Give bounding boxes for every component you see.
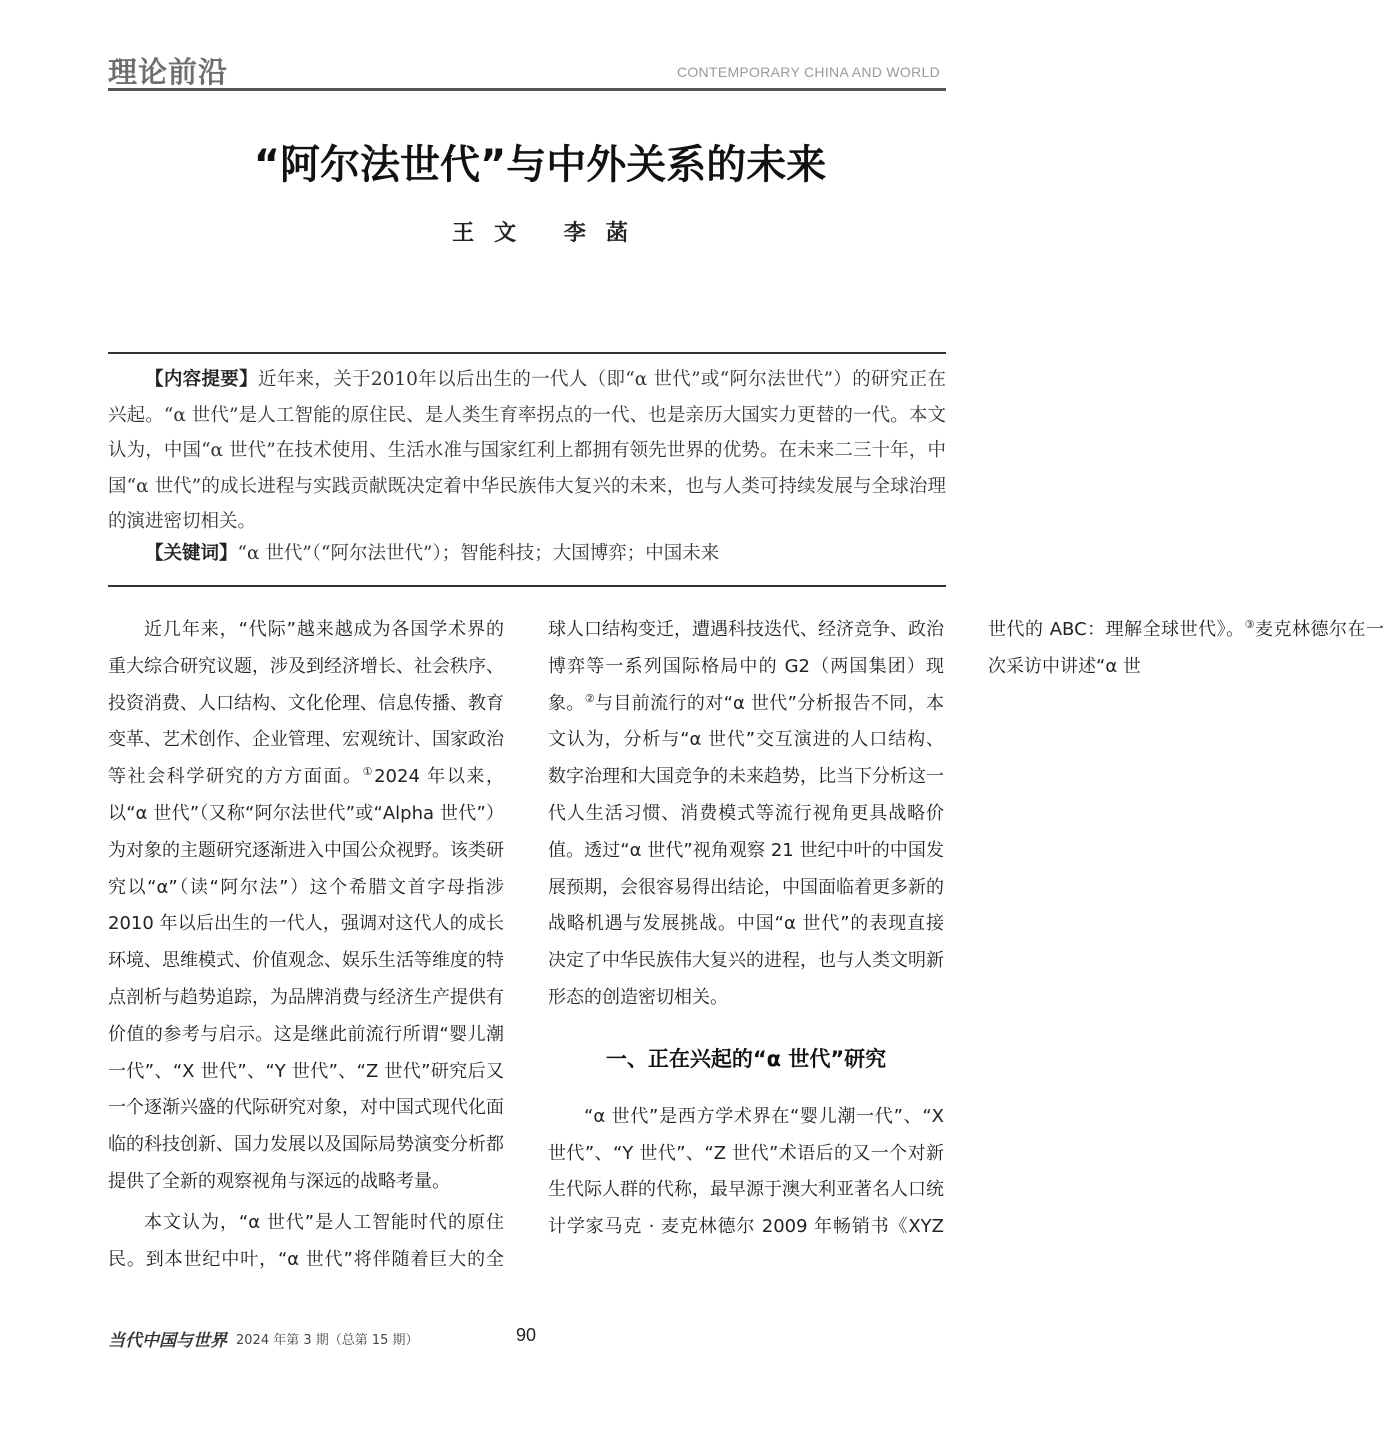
article-authors: 王文 李菡 — [452, 220, 648, 246]
body-text-span: 近几年来，“代际”越来越成为各国学术界的重大综合研究议题，涉及到经济增长、社会秩序、投资消费、人口结构、文化伦理、信息传播、教育变革、艺术创作、企业管理、宏观统计、国家政治等社会科学研究的方方面面。 — [108, 619, 504, 788]
abstract-text: 近年来，关于2010年以后出生的一代人（即“α 世代”或“阿尔法世代”）的研究正在兴起。“α 世代”是人工智能的原住民、是人类生育率拐点的一代、也是亲历大国实力更替的一代。本文认为，中国“α 世代”在技术使用、生活水准与国家红利上都拥有领先世界的优势。在未来二三十年，中国“α 世代”的成长进程与实践贡献既决定着中华民族伟大复兴的未来，也与人类可持续发展与全球治理的演进密切相关。 — [108, 369, 946, 532]
footnote-marker-1[interactable]: ① — [362, 765, 375, 779]
header-divider — [108, 88, 946, 91]
footnote-marker-2[interactable]: ② — [584, 691, 595, 705]
header-section-label: 理论前沿 — [108, 55, 229, 89]
section-heading: 一、正在兴起的“α 世代”研究 — [605, 1046, 887, 1071]
keywords-label: 【关键词】 — [145, 543, 238, 564]
footer-issue: 2024 年第 3 期（总第 15 期） — [236, 1333, 419, 1348]
footer-journal-name: 当代中国与世界 — [108, 1331, 227, 1351]
abstract-label: 【内容提要】 — [145, 369, 258, 390]
header-journal-name: CONTEMPORARY CHINA AND WORLD — [676, 64, 940, 80]
page-number: 90 — [515, 1325, 537, 1345]
body-text-span: “α 世代”是西方学术界在“婴儿潮一代”、“X 世代”、“Y 世代”、“Z 世代”术语后的又一个对新生代际人群的代称，最早源于澳大利亚著名人口统计学家马克 · 麦克林德尔 2009 年畅销书《XYZ 世代的 ABC：理解全球世代》。 — [548, 619, 1245, 1238]
body-paragraph-1 — [108, 612, 504, 1201]
body-text-span: 2024 年以来，以“α 世代”（又称“阿尔法世代”或“Alpha 世代”）为对象的主题研究逐渐进入中国公众视野。该类研究以“α”（读“阿尔法”）这个希腊文首字母指涉 2010 年以后出生的一代人，强调对这代人的成长环境、思维模式、价值观念、娱乐生活等维度的特点剖析与趋势追踪，为品牌消费与经济生产提供有价值的参考与启示。这是继此前流行所谓“婴儿潮一代”、“X 世代”、“Y 世代”、“Z 世代”研究后又一个逐渐兴盛的代际研究对象，对中国式现代化面临的科技创新、国力发展以及国际局势演变分析都提供了全新的观察视角与深远的战略考量。 — [108, 766, 504, 1192]
article-title: “阿尔法世代”与中外关系的未来 — [253, 142, 827, 188]
body-text-span: 本文认为，“α 世代”是人工智能时代的原住民。到本世纪中叶，“α 世代”将伴随着巨大的全球人口结构变迁，遭遇科技迭代、经济竞争、政治博弈等一系列国际格局中的 G2（两国集团）现象。 — [108, 619, 944, 1270]
abstract — [108, 362, 946, 540]
keywords-text: “α 世代”（“阿尔法世代”）；智能科技；大国博弈；中国未来 — [237, 543, 720, 564]
body-text-span: 麦克林德尔在一次采访中讲述“α 世 — [988, 619, 1384, 677]
footnote-marker-3[interactable]: ③ — [1244, 618, 1255, 631]
abstract-bottom-rule — [108, 585, 946, 587]
body-text — [108, 612, 1384, 1302]
body-text-span: 与目前流行的对“α 世代”分析报告不同，本文认为，分析与“α 世代”交互演进的人口结构、数字治理和大国竞争的未来趋势，比当下分析这一代人生活习惯、消费模式等流行视角更具战略价值。透过“α 世代”视角观察 21 世纪中叶的中国发展预期，会很容易得出结论，中国面临着更多新的战略机遇与发展挑战。中国“α 世代”的表现直接决定了中华民族伟大复兴的进程，也与人类文明新形态的创造密切相关。 — [548, 692, 944, 1008]
keywords — [108, 536, 946, 571]
abstract-top-rule — [108, 352, 946, 354]
